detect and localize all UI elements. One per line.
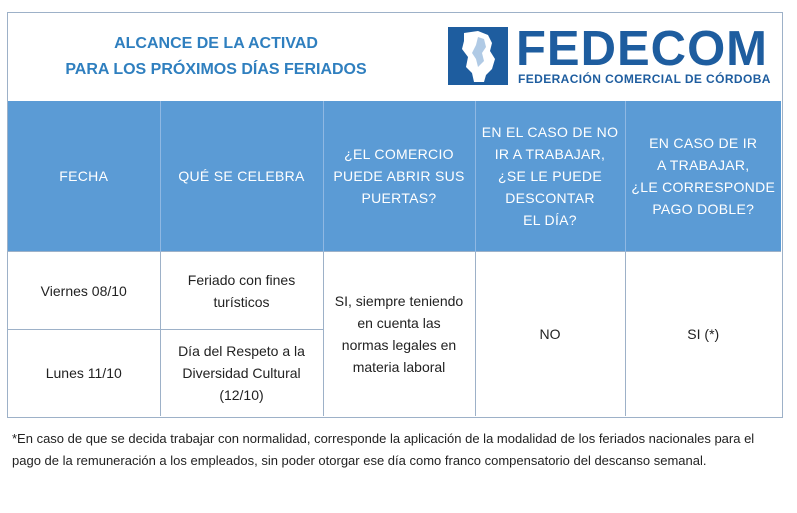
cell-celebra: Día del Respeto a la Diversidad Cultural (12/10): [160, 330, 323, 417]
header-que-se-celebra: QUÉ SE CELEBRA: [160, 101, 323, 252]
fedecom-logo: [448, 22, 774, 89]
cordoba-province-map-icon: [448, 27, 508, 85]
cell-celebra: Feriado con fines turísticos: [160, 252, 323, 330]
cell-pago-doble: SI (*): [625, 252, 781, 417]
holiday-table: [8, 101, 781, 416]
header-descontar-dia: EN EL CASO DE NO IR A TRABAJAR, ¿SE LE PUEDE DESCONTAR EL DÍA?: [475, 101, 625, 252]
header-pago-doble: EN CASO DE IR A TRABAJAR, ¿LE CORRESPONDE PAGO DOBLE?: [625, 101, 781, 252]
table-row: [8, 252, 781, 330]
table-header-row: [8, 101, 781, 252]
title-line-2: PARA LOS PRÓXIMOS DÍAS FERIADOS: [65, 61, 367, 78]
holiday-info-card: [7, 12, 783, 418]
title-line-1: ALCANCE DE LA ACTIVAD: [114, 35, 318, 52]
footnote: *En caso de que se decida trabajar con normalidad, corresponde la aplicación de la modalidad de los feriados nacionales para el pago de la remuneración a los empleados, sin poder otorgar ese día como franco compensatorio del descanso semanal.: [12, 431, 755, 468]
cell-descontar: NO: [475, 252, 625, 417]
header-puede-abrir: ¿EL COMERCIO PUEDE ABRIR SUS PUERTAS?: [323, 101, 475, 252]
header-fecha: FECHA: [8, 101, 160, 252]
cell-fecha: Viernes 08/10: [8, 252, 160, 330]
card-header: [8, 13, 782, 101]
page-title: [26, 31, 406, 83]
logo-wordmark: FEDECOM: [516, 22, 768, 76]
cell-fecha: Lunes 11/10: [8, 330, 160, 417]
cell-puede-abrir: SI, siempre teniendo en cuenta las normas legales en materia laboral: [323, 252, 475, 417]
logo-subtitle: FEDERACIÓN COMERCIAL DE CÓRDOBA: [518, 72, 771, 86]
